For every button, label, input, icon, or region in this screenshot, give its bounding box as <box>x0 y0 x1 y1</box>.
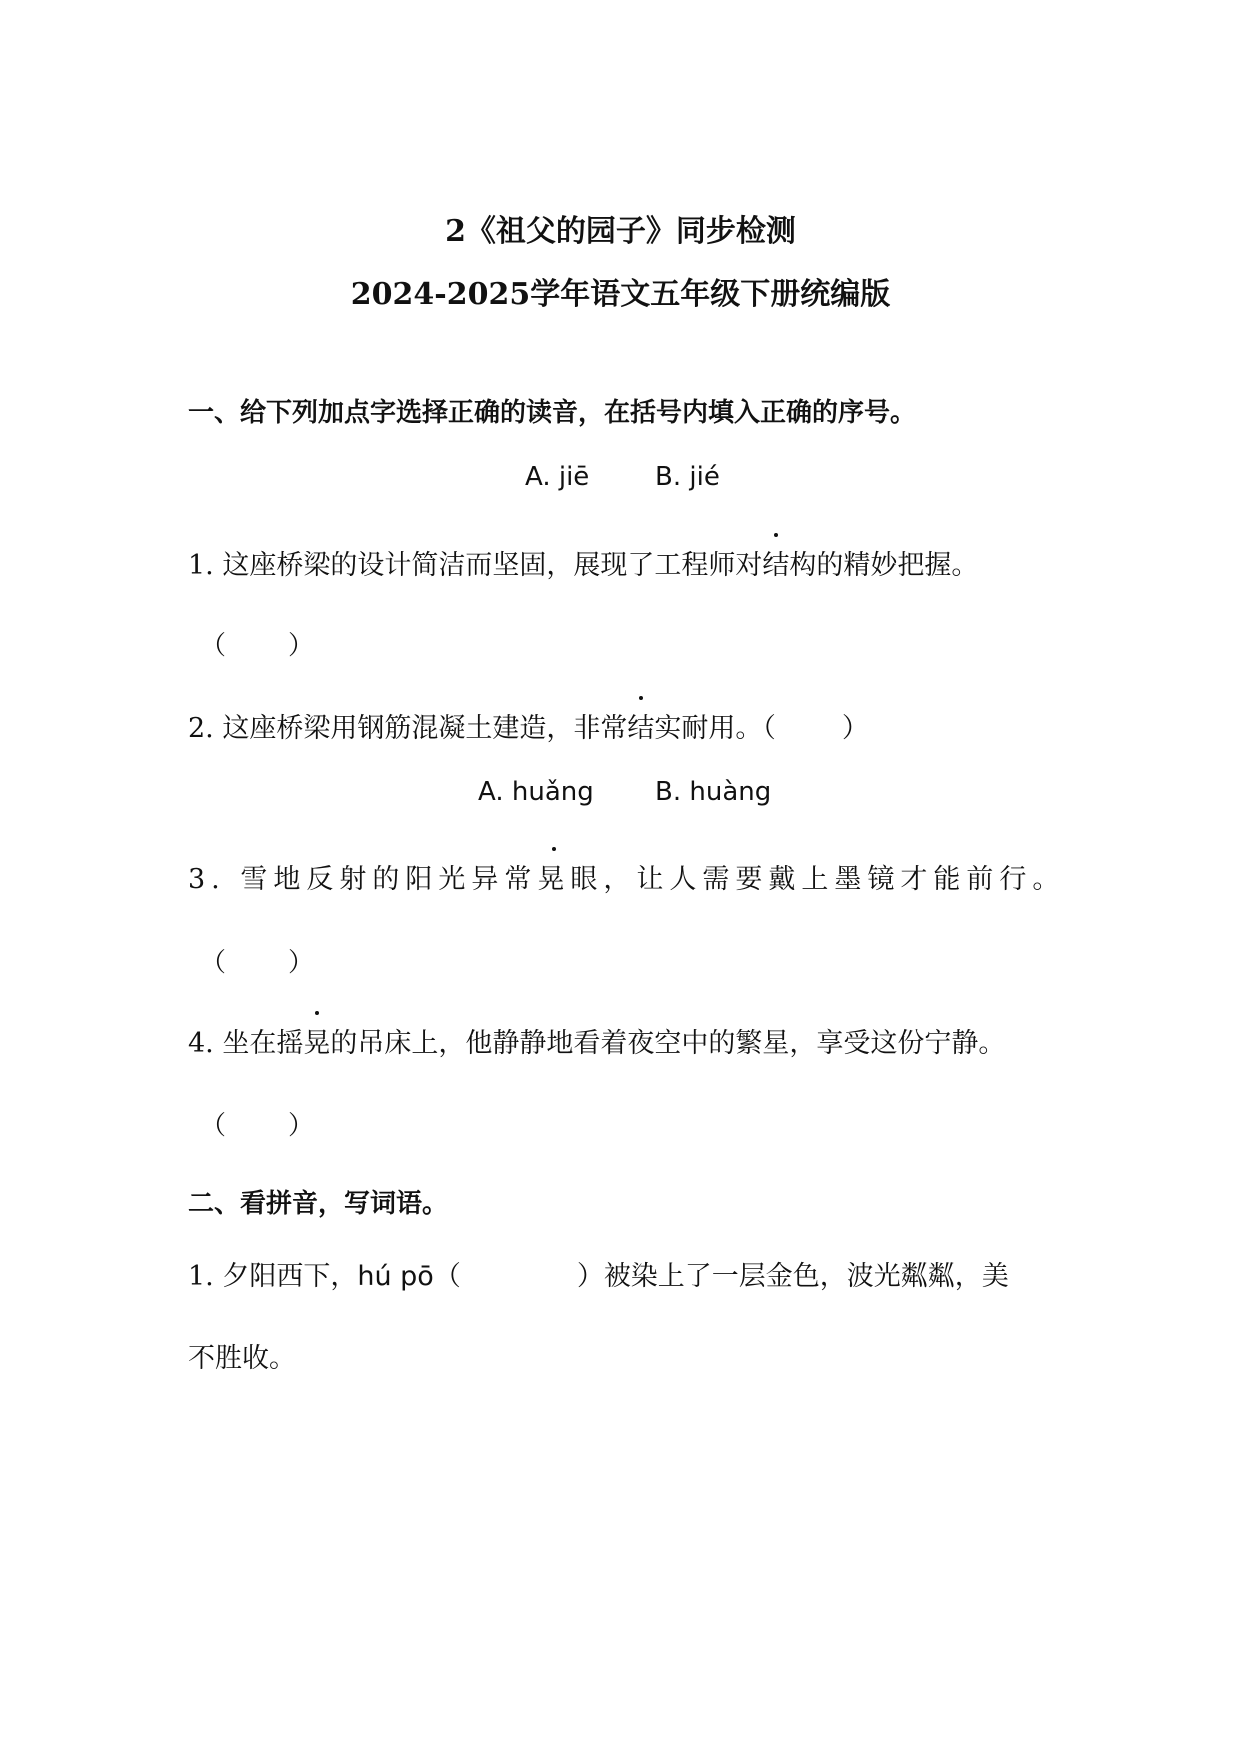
options-group-2 <box>478 777 771 807</box>
option-a: A. jiē <box>525 462 590 492</box>
question-5-prefix: 1. 夕阳西下， <box>188 1261 358 1292</box>
option-b: B. jié <box>655 462 720 492</box>
answer-blank-1[interactable] <box>200 625 314 662</box>
paren-close: ） <box>288 948 315 978</box>
dotted-character: 晃 <box>537 857 570 896</box>
question-4 <box>188 1021 1005 1060</box>
question-2-text-before: 2. 这座桥梁用钢筋混凝土建造，非常 <box>188 713 628 744</box>
page-subtitle: 2024-2025学年语文五年级下册统编版 <box>350 277 891 312</box>
dotted-character: 结 <box>627 706 654 745</box>
option-a: A. huǎng <box>478 777 594 807</box>
question-1-text-before: 1. 这座桥梁的设计简洁而坚固，展现了工程师对 <box>188 550 763 581</box>
paren-open: （ <box>200 948 227 978</box>
question-2-text-after: 实耐用。（ <box>654 713 776 744</box>
question-3-text-before: 3. 雪地反射的阳光异常 <box>188 864 538 895</box>
page-title: 2《祖父的园子》同步检测 <box>445 214 796 249</box>
paren-close: ） <box>288 631 315 661</box>
dotted-character: 晃 <box>303 1021 330 1060</box>
option-b: B. huàng <box>655 777 772 807</box>
dotted-character: 结 <box>762 543 789 582</box>
question-5 <box>188 1254 1009 1293</box>
question-2 <box>188 706 869 745</box>
paren-open: （ <box>200 631 227 661</box>
section-1-heading: 一、给下列加点字选择正确的读音，在括号内填入正确的序号。 <box>188 398 917 428</box>
question-5-rest: 被染上了一层金色，波光粼粼，美 <box>603 1261 1009 1292</box>
answer-blank-4[interactable] <box>200 1105 314 1142</box>
paren-open: （ <box>200 1111 227 1141</box>
paren-close: ） <box>288 1111 315 1141</box>
paren-close: ） <box>576 1261 604 1292</box>
question-4-text-after: 的吊床上，他静静地看着夜空中的繁星，享受这份宁静。 <box>330 1028 1006 1059</box>
paren-close: ） <box>841 713 869 744</box>
question-1-text-after: 构的精妙把握。 <box>789 550 979 581</box>
section-2-heading: 二、看拼音，写词语。 <box>188 1189 449 1219</box>
paren-open: （ <box>433 1261 461 1292</box>
options-group-1 <box>525 462 720 492</box>
pinyin-prompt: hú pō <box>357 1261 434 1292</box>
question-3 <box>188 857 1065 896</box>
question-1 <box>188 543 978 582</box>
question-4-text-before: 4. 坐在摇 <box>188 1028 304 1059</box>
question-3-text-after: 眼，让人需要戴上墨镜才能前行。 <box>570 864 1066 895</box>
answer-blank-2[interactable] <box>776 713 869 744</box>
answer-blank-3[interactable] <box>200 942 314 979</box>
question-5-continued: 不胜收。 <box>188 1343 296 1374</box>
